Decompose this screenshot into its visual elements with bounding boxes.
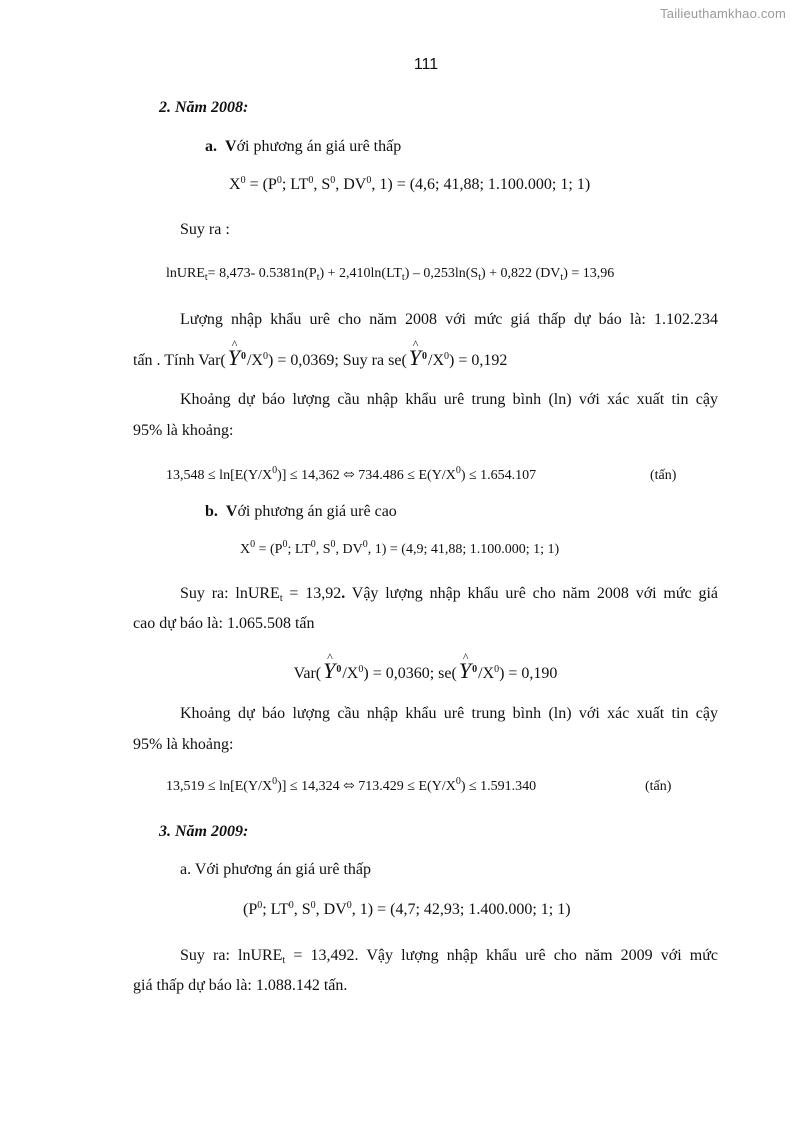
para-2009-line1: Suy ra: lnURE$_t$ = 13,492. Vậy lượng nhập khẩu urê cho năm 2009 với mức xyxy=(180,947,719,966)
para-interval-a-line2: 95% là khoảng: xyxy=(133,422,234,439)
regression-equation: lnURE$_t$= 8,473- $0.5381n(P_t) + 2,410\ln(LT_t) - 0,253\ln(S_t) + 0,822$ $(DV_t) = 13,96$ xyxy=(166,266,615,283)
suy-ra-label: Suy ra : xyxy=(180,221,230,238)
para-interval-b-line1: Khoảng dự báo lượng cầu nhập khẩu urê trung bình (ln) với xác xuất tin cậy xyxy=(180,705,718,722)
watermark: Tailieuthamkhao.com xyxy=(660,6,786,21)
subheading-2009-a: a. Với phương án giá urê thấp xyxy=(180,861,372,878)
para-forecast-low-line1: Lượng nhập khẩu urê cho năm 2008 với mức giá thấp dự báo là: 1.102.234 xyxy=(180,311,718,328)
interval-b-equation: $13,519 \le \ln[E(Y/X^0)] \le 14,324$ ⬄ $713.429 \le E(Y/X^0) \le 1.591.340$ xyxy=(166,776,537,794)
x0-vector-a: $X^0 = (P^0$; $LT^0$, $S^0$, $DV^0$, 1) = (4,6; 41,88; 1.100.000; 1; 1) xyxy=(229,175,591,193)
subheading-b-high-price: b. Với phương án giá urê cao xyxy=(205,503,397,520)
subheading-a-low-price: a. Với phương án giá urê thấp xyxy=(205,138,402,155)
var-se-b: Var(^ $Y^0/X^0) = 0,0360$; se(^ $Y^0/X^0) = 0,190$ xyxy=(133,660,718,684)
x0-vector-b: $X^0 = (P^0$; $LT^0$, $S^0$, $DV^0$, 1) = (4,9; 41,88; 1.100.000; 1; 1) xyxy=(240,539,560,557)
x0-vector-2009: ($P^0$; $LT^0$, $S^0$, $DV^0$, 1) = (4,7; 42,93; 1.400.000; 1; 1) xyxy=(243,900,571,918)
interval-a-equation: $13,548 \le \ln[E(Y/X^0)] \le 14,362$ ⬄ $734.486 \le E(Y/X^0) \le 1.654.107$ xyxy=(166,465,537,483)
para-forecast-high-line2: cao dự báo là: 1.065.508 tấn xyxy=(133,615,315,632)
para-2009-line2: giá thấp dự báo là: 1.088.142 tấn. xyxy=(133,977,348,994)
para-interval-b-line2: 95% là khoảng: xyxy=(133,736,234,753)
para-interval-a-line1: Khoảng dự báo lượng cầu nhập khẩu urê trung bình (ln) với xác xuất tin cậy xyxy=(180,391,718,408)
y-hat-symbol: ^ Y xyxy=(323,661,335,681)
y-hat-symbol: ^ Y xyxy=(409,348,421,368)
y-hat-symbol: ^ Y xyxy=(459,661,471,681)
unit-label-a: (tấn) xyxy=(650,468,677,483)
page-number: 111 xyxy=(413,56,439,73)
para-forecast-high-line1: Suy ra: lnURE$_t$ = 13,92. Vậy lượng nhập khẩu urê cho năm 2008 với mức giá xyxy=(180,585,718,604)
section-heading-2009: 3. Năm 2009: xyxy=(159,823,249,840)
y-hat-symbol: ^ Y xyxy=(228,348,240,368)
section-heading-2008: 2. Năm 2008: xyxy=(159,99,249,116)
unit-label-b: (tấn) xyxy=(645,779,672,794)
para-forecast-low-line2: tấn . Tính Var(^ $Y^0/X^0) = 0,0369$; Suy ra se(^ $Y^0/X^0) = 0,192$ xyxy=(133,347,507,371)
